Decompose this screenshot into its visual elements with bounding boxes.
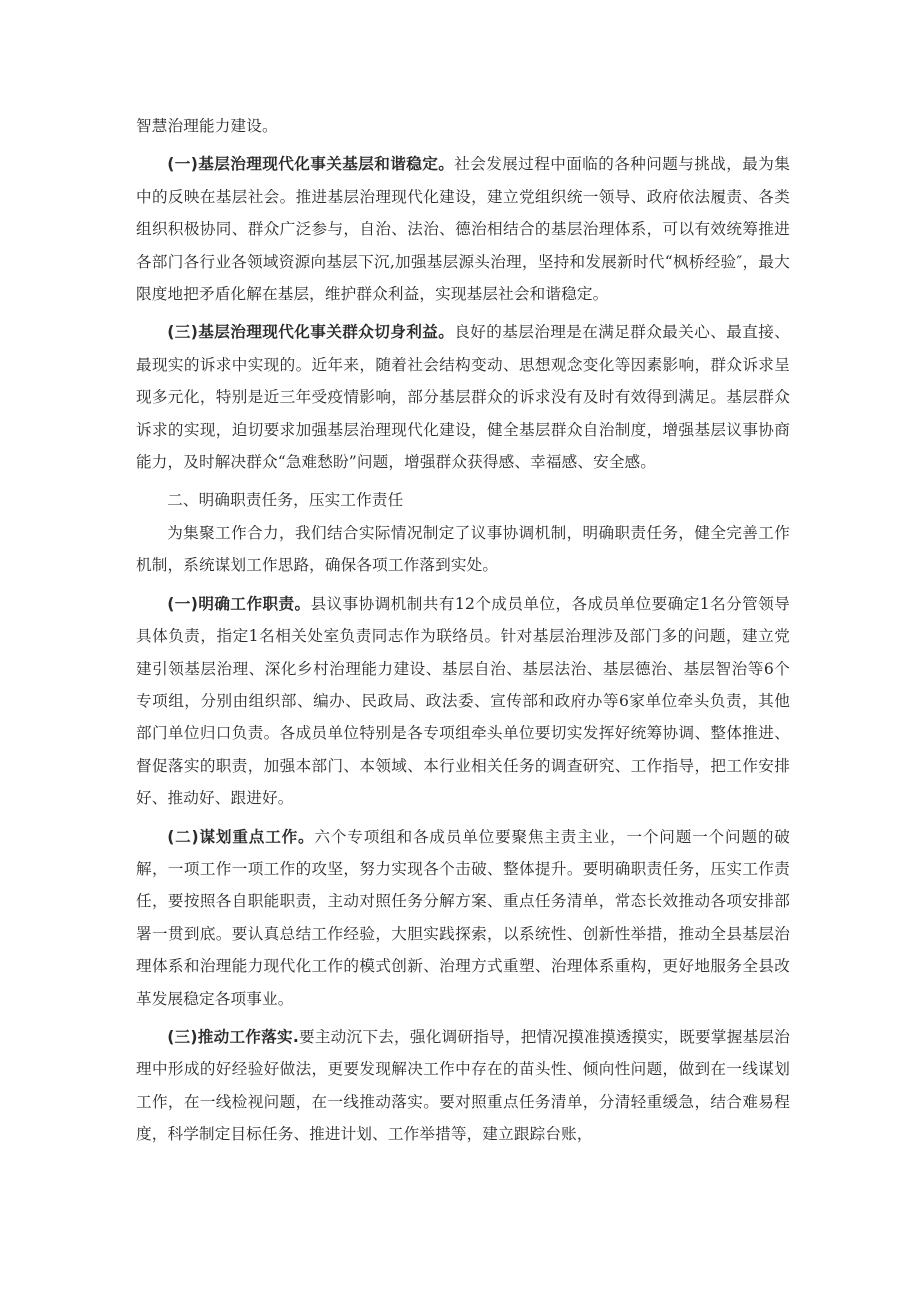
paragraph-text: 智慧治理能力建设。 [136, 117, 278, 135]
paragraph-text: 为集聚工作合力，我们结合实际情况制定了议事协调机制，明确职责任务，健全完善工作机制，系统谋划工作思路，确保各项工作落到实处。 [136, 523, 790, 575]
paragraph-lead: (一)明确工作职责。 [167, 594, 311, 613]
paragraph-intro-tail [136, 110, 790, 142]
paragraph-clarify-duties [136, 588, 790, 815]
paragraph-text: 要主动沉下去，强化调研指导，把情况摸准摸透摸实，既要掌握基层治理中形成的好经验好做法，更要发现解决工作中存在的苗头性、倾向性问题，做到在一线谋划工作，在一线检视问题，在一线推动落实。要对照重点任务清单，分清轻重缓急，结合难易程度，科学制定目标任务、推进计划、工作举措等，建立跟踪台账， [136, 1027, 790, 1144]
paragraph-lead: (一)基层治理现代化事关基层和谐稳定。 [167, 155, 455, 174]
document-page [136, 110, 790, 1151]
paragraph-text: 六个专项组和各成员单位要聚焦主责主业，一个问题一个问题的破解，一项工作一项工作的攻坚，努力实现各个击破、整体提升。要明确职责任务，压实工作责任，要按照各自职能职责，主动对照任务分解方案、重点任务清单，常态长效推动各项安排部署一贯到底。要认真总结工作经验，大胆实践探索，以系统性、创新性举措，推动全县基层治理体系和治理能力现代化工作的模式创新、治理方式重塑、治理体系重构，更好地服务全县改革发展稳定各项事业。 [136, 827, 790, 1008]
paragraph-lead: (三)推动工作落实. [167, 1027, 299, 1046]
paragraph-text: 县议事协调机制共有12个成员单位，各成员单位要确定1名分管领导具体负责，指定1名相关处室负责同志作为联络员。针对基层治理涉及部门多的问题，建立党建引领基层治理、深化乡村治理能力建设、基层自治、基层法治、基层德治、基层智治等6个专项组，分别由组织部、编办、民政局、政法委、宣传部和政府办等6家单位牵头负责，其他部门单位归口负责。各成员单位特别是各专项组牵头单位要切实发挥好统筹协调、整体推进、督促落实的职责，加强本部门、本领域、本行业相关任务的调查研究、工作指导，把工作安排好、推动好、跟进好。 [136, 594, 790, 808]
paragraph-section-intro [136, 517, 790, 582]
paragraph-harmony-stability [136, 148, 790, 310]
paragraph-text: 良好的基层治理是在满足群众最关心、最直接、最现实的诉求中实现的。近年来，随着社会结构变动、思想观念变化等因素影响，群众诉求呈现多元化，特别是近三年受疫情影响，部分基层群众的诉求没有及时有效得到满足。基层群众诉求的实现，迫切要求加强基层治理现代化建设，健全基层群众自治制度，增强基层议事协商能力，及时解决群众“急难愁盼”问题，增强群众获得感、幸福感、安全感。 [136, 323, 790, 472]
paragraph-plan-key-work [136, 821, 790, 1015]
paragraph-implementation [136, 1021, 790, 1151]
paragraph-public-interest [136, 316, 790, 478]
paragraph-lead: (二)谋划重点工作。 [167, 827, 315, 846]
section-heading: 二、明确职责任务，压实工作责任 [167, 491, 404, 510]
paragraph-text: 社会发展过程中面临的各种问题与挑战，最为集中的反映在基层社会。推进基层治理现代化建设，建立党组织统一领导、政府依法履责、各类组织积极协同、群众广泛参与，自治、法治、德治相结合的基层治理体系，可以有效统筹推进各部门各行业各领域资源向基层下沉,加强基层源头治理，坚持和发展新时代“枫桥经验″，最大限度地把矛盾化解在基层，维护群众利益，实现基层社会和谐稳定。 [136, 155, 790, 304]
paragraph-lead: (三)基层治理现代化事关群众切身利益。 [167, 323, 455, 342]
